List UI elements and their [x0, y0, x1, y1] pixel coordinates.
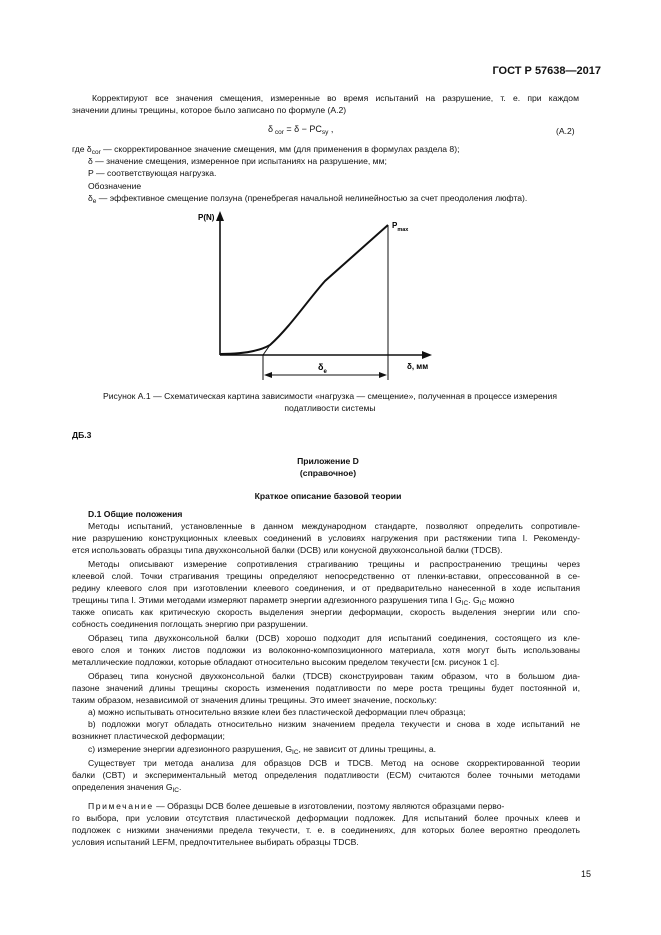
y-axis-label: P(N)	[198, 213, 215, 222]
pmax-label: $P_{max}$	[392, 221, 409, 233]
designation-label: Обозначение	[88, 181, 142, 191]
appendix-subtitle: (справочное)	[299, 468, 357, 478]
where-cor: где $\delta_{cor}$ — скорректированное значение смещения, мм (для применения в формулах раздела 8);	[72, 144, 460, 156]
x-axis-label: δ, мм	[407, 362, 429, 371]
x-axis-arrow	[422, 351, 432, 359]
intro-line-1: Корректируют все значения смещения, измеренные во время испытаний на разрушение, т. е. при каждом	[92, 93, 579, 103]
d1-p4-line-2: пазоне значений длины трещины скорость изменения податливости по мере роста трещины будет постоянной и,	[72, 683, 580, 693]
where-delta: δ — значение смещения, измеренное при испытаниях на разрушение, мм;	[88, 156, 387, 166]
note-line-1: Примечание — Образцы DCB более дешевые в изготовлении, поэтому являются образцами перво-	[88, 801, 505, 811]
d1-p2-line-6: собность соединения поглощать энергию при разрушении.	[72, 619, 309, 629]
note-line-2: го выбора, при условии отсутствия пластической деформации подложек. Для испытаний более прочных клеев и	[72, 813, 580, 823]
load-curve	[220, 225, 388, 354]
d1-p2-line-2: клеевой слой. Точки страгивания трещины определяют непосредственно от пленки-вставки, опрессованной в се-	[72, 571, 580, 581]
d1-p1-line-2: ние разрушению конструкционных клеевых соединений в условиях нагружения при растяжении типа I. Рекоменду-	[72, 533, 580, 543]
d1-title: D.1 Общие положения	[88, 509, 183, 519]
list-item-a: а) можно испытывать относительно вязкие клеи без пластической деформации плеч образца;	[88, 707, 466, 717]
document-code: ГОСТ Р 57638—2017	[492, 65, 601, 77]
d1-p1-line-1: Методы испытаний, установленные в данном международном стандарте, позволяют определить сопротивле-	[88, 521, 580, 531]
list-item-c: с) измерение энергии адгезионного разрушения, $G_{IC}$, не зависит от длины трещины, a.	[88, 744, 436, 756]
list-item-b-cont: возникнет пластической деформации;	[72, 731, 225, 741]
d1-p4-line-3: таким образом, независимой от значения длины трещины. Это имеет значение, поскольку:	[72, 695, 437, 705]
d1-p3-line-1: Образец типа двухконсольной балки (DCB) хорошо подходит для испытаний соединения, состоящего из кле-	[88, 633, 580, 643]
load-displacement-figure	[190, 205, 450, 385]
delta-e-label: $\delta_e$	[318, 362, 327, 375]
formula-number: (А.2)	[556, 126, 575, 136]
appendix-title: Приложение D	[297, 456, 359, 466]
d1-p5-line-3: определения значения $G_{IC}$.	[72, 782, 182, 794]
formula-a2: δ $_{cor} = \delta - PC_{sy}$ ,	[268, 124, 334, 136]
where-load: P — соответствующая нагрузка.	[88, 168, 217, 178]
note-line-3: подложек с низкими значениями предела текучести, т. е. в соединениях, для которых более вероятно преодолеть	[72, 825, 580, 835]
list-item-b: b) подложки могут обладать относительно низким значением предела текучести и снова в ходе испытаний не	[88, 719, 580, 729]
d1-p5-line-1: Существует три метода анализа для образцов DCB и TDCB. Метод на основе скорректированной теории	[88, 758, 580, 768]
figure-caption-line-2: податливости системы	[284, 403, 376, 413]
note-line-4: условия испытаний LEFM, предпочтительнее выбирать образцы TDCB.	[72, 837, 359, 847]
d1-p4-line-1: Образец типа конусной двухконсольной балки (TDCB) сконструирован таким образом, что в большом диа-	[88, 671, 580, 681]
d1-p5-line-2: балки (CBT) и экспериментальный метод определения податливости (ECM) считаются более точными методами	[72, 770, 580, 780]
d1-p3-line-3: металлические подложки, которые обладают относительно высоким пределом текучести [см. рисунок 1 с].	[72, 657, 500, 667]
where-delta-e: $\delta_e$ — эффективное смещение ползуна (пренебрегая начальной нелинейностью за счет преодоления люфта).	[88, 193, 528, 205]
appendix-heading: Краткое описание базовой теории	[254, 491, 402, 501]
d1-p2-line-5: также описать как критическую скорость выделения энергии деформации, скорость выделения энергии или спо-	[72, 607, 580, 617]
d1-p2-line-1: Методы описывают измерение сопротивления страгиванию трещины и распространению трещины через	[88, 559, 580, 569]
figure-caption-line-1: Рисунок А.1 — Схематическая картина зависимости «нагрузка — смещение», полученная в процессе измерения	[103, 391, 557, 401]
d1-p2-line-4: трещины типа I. Этими методами измеряют параметр энергии адгезионного разрушения типа I $G_{IC}$. $G_{IC}$ можно	[72, 595, 515, 607]
d1-p2-line-3: редину клеевого слоя при изготовлении клеевого соединения, и от предварительно нанесенной в ходе испытания	[72, 583, 580, 593]
dimension-arrow-right	[379, 372, 387, 378]
d1-p3-line-2: евого слоя и тонких листов подложки из волоконно-композиционного материала, хотя могут быть использованы	[72, 645, 580, 655]
intro-line-2: значении длины трещины, которое было записано по формуле (А.2)	[72, 105, 347, 115]
page-number: 15	[580, 869, 591, 879]
d1-p1-line-3: ется использовать образцы типа двухконсольной балки (DCB) или конусной двухконсольной балки (TDCB).	[72, 545, 503, 555]
y-axis-arrow	[216, 211, 224, 221]
section-number: ДБ.3	[72, 430, 92, 440]
dimension-arrow-left	[264, 372, 272, 378]
